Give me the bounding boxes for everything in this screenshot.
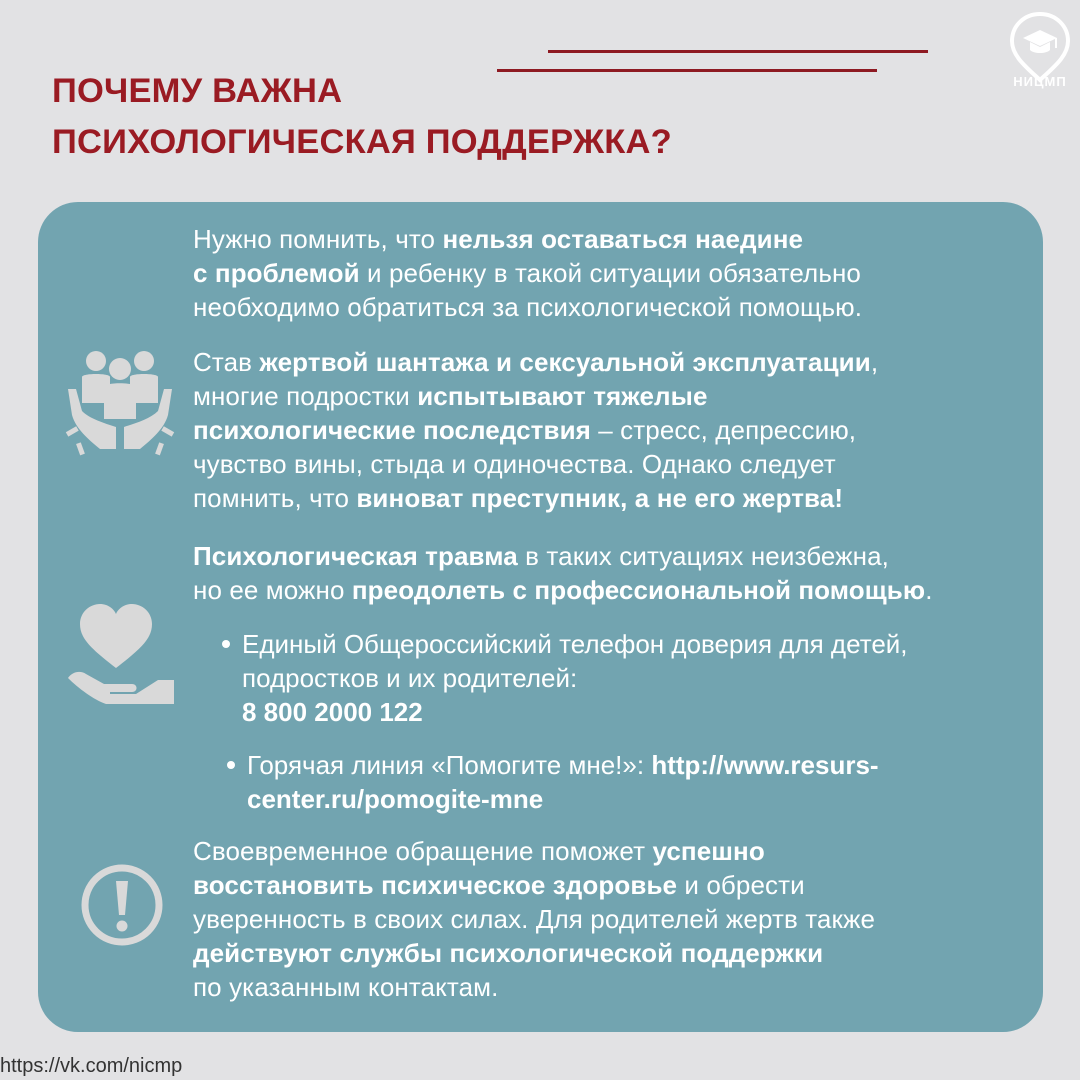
logo	[1003, 10, 1077, 96]
page-title	[52, 66, 672, 168]
paragraph-trauma: Психологическая травма в таких ситуациях неизбежна, но ее можно преодолеть с профессиональной помощью.	[193, 541, 933, 605]
phone-number[interactable]: 8 800 2000 122	[242, 697, 423, 727]
decor-line-top	[548, 50, 928, 53]
logo-text: НИЦМП	[1013, 74, 1067, 89]
exclamation-circle-icon	[80, 863, 164, 947]
title-line-1: ПОЧЕМУ ВАЖНА	[52, 72, 343, 110]
paragraph-victim: Став жертвой шантажа и сексуальной эксплуатации, многие подростки испытывают тяжелые психологические последствия – стресс, депрессию, чувство вины, стыда и одиночества. Однако следует помнить, что виноват преступник, а не его жертва!	[193, 347, 879, 513]
heart-in-hand-icon	[66, 600, 178, 706]
title-line-2: ПСИХОЛОГИЧЕСКАЯ ПОДДЕРЖКА?	[52, 123, 672, 161]
people-in-hands-icon	[64, 345, 176, 457]
hotline-link[interactable]: http://www.resurs-	[651, 750, 879, 780]
hotline-link-cont[interactable]: center.ru/pomogite-mne	[247, 784, 544, 814]
bullet-dot	[222, 640, 230, 648]
paragraph-alone: Нужно помнить, что нельзя оставаться наедине с проблемой и ребенку в такой ситуации обязательно необходимо обратиться за психологической помощью.	[193, 224, 863, 322]
paragraph-recovery: Своевременное обращение поможет успешно восстановить психическое здоровье и обрести уверенность в своих силах. Для родителей жертв также действуют службы психологической поддержки по указанным контактам.	[193, 836, 876, 1002]
bullet-dot	[227, 761, 235, 769]
footer-url[interactable]: https://vk.com/nicmp	[0, 1055, 183, 1077]
